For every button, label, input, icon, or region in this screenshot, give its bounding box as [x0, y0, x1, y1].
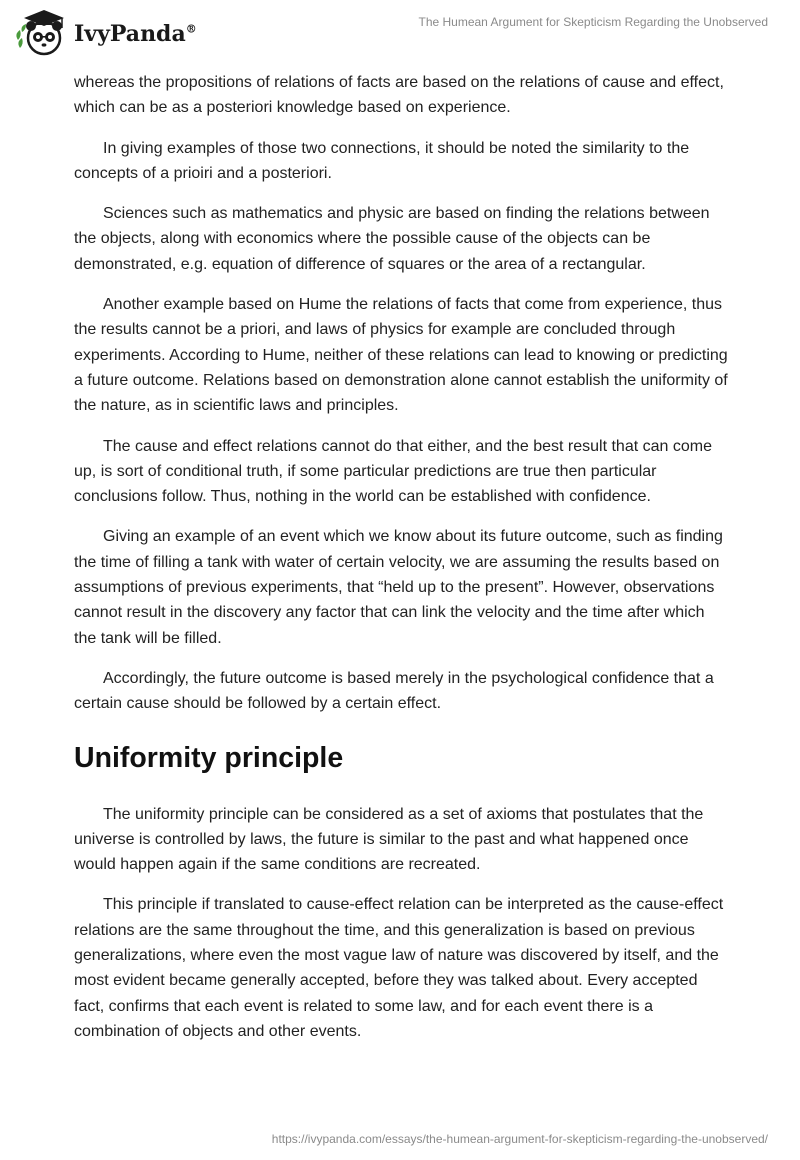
paragraph: The uniformity principle can be considered as a set of axioms that postulates that the universe is controlled by laws, the future is similar to the past and what happened once would happen again if the same conditions are recreated.	[74, 805, 704, 874]
paragraph: whereas the propositions of relations of facts are based on the relations of cause and effect, which can be as a posteriori knowledge based on experience.	[74, 74, 724, 117]
source-url[interactable]: https://ivypanda.com/essays/the-humean-argument-for-skepticism-regarding-the-unobserved/	[271, 1132, 768, 1146]
paragraph: Giving an example of an event which we know about its future outcome, such as finding the time of filling a tank with water of certain velocity, we are assuming the results based on assumptions of previous experiments, that “held up to the present”. However, observations cannot result in the discovery any factor that can link the velocity and the time after which the tank will be filled.	[74, 528, 723, 647]
section-heading: Uniformity principle	[74, 741, 344, 774]
paragraph: Accordingly, the future outcome is based merely in the psychological confidence that a certain cause should be followed by a certain effect.	[74, 669, 714, 713]
paragraph: This principle if translated to cause-effect relation can be interpreted as the cause-effect relations are the same throughout the time, and this generalization is based on previous generalizations, where even the most vague law of nature was discovered by itself, and the most evident became generally accepted, before they was talked about. Every accepted fact, confirms that each event is related to some law, and for each event there is a combination of objects and other events.	[74, 896, 724, 1040]
ivypanda-logo[interactable]	[14, 8, 197, 58]
paragraph: Another example based on Hume the relations of facts that come from experience, thus the results cannot be a priori, and laws of physics for example are concluded through experiments. According to Hume, neither of these relations can lead to knowing or predicting a future outcome. Relations based on demonstration alone cannot establish the uniformity of the nature, as in scientific laws and principles.	[74, 296, 728, 415]
document-title: The Humean Argument for Skepticism Regarding the Unobserved	[418, 15, 768, 29]
brand-name: IvyPanda®	[74, 21, 197, 47]
page-header	[0, 0, 800, 64]
paragraph: The cause and effect relations cannot do that either, and the best result that can come up, is sort of conditional truth, if some particular predictions are true then particular conclusions follow. Thus, nothing in the world can be established with confidence.	[74, 437, 712, 506]
article-body	[74, 70, 730, 1059]
paragraph: Sciences such as mathematics and physic are based on finding the relations between the objects, along with economics where the possible cause of the objects can be demonstrated, e.g. equation of difference of squares or the area of a rectangular.	[74, 205, 710, 273]
panda-graduate-icon	[14, 8, 70, 58]
paragraph: In giving examples of those two connections, it should be noted the similarity to the concepts of a prioiri and a posteriori.	[74, 139, 690, 182]
